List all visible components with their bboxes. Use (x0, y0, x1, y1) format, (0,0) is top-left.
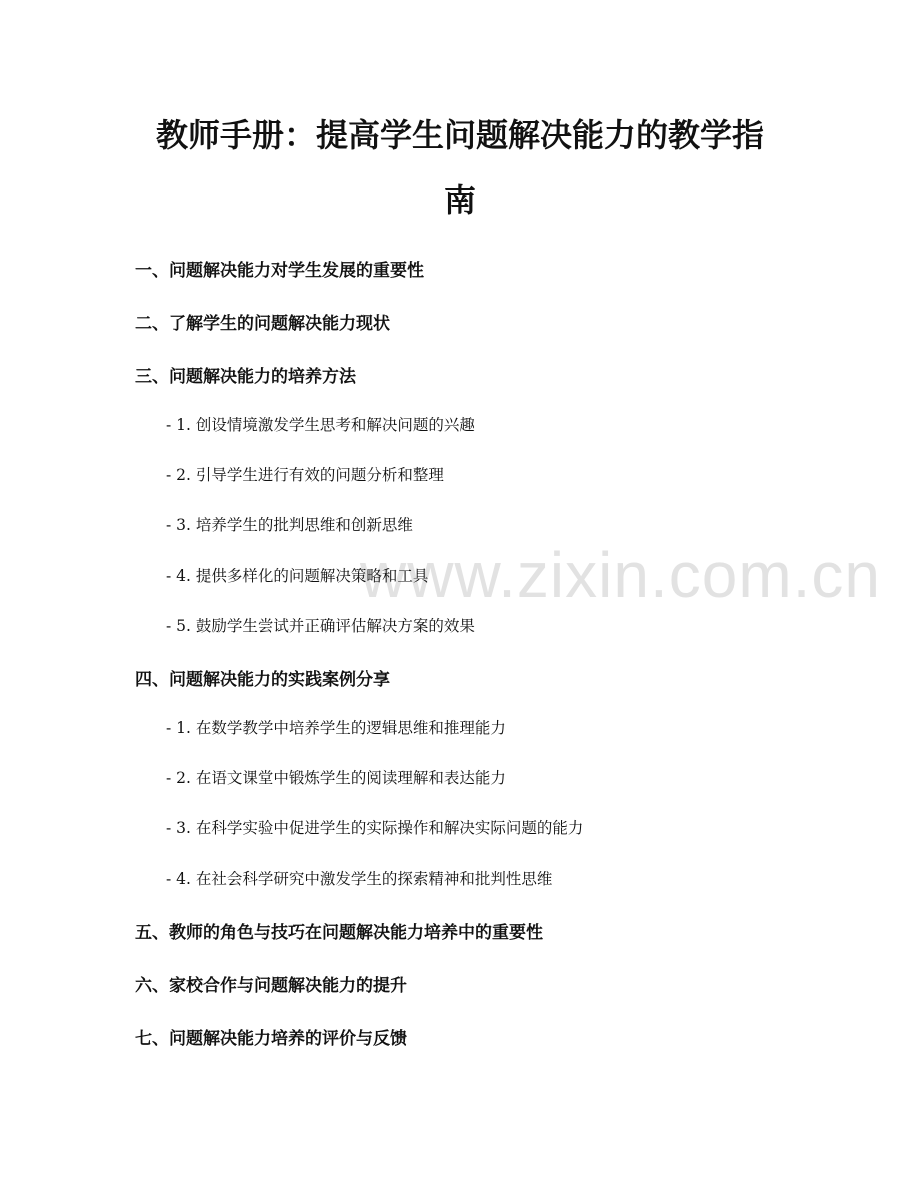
document-title-line-1: 教师手册：提高学生问题解决能力的教学指 (155, 116, 764, 154)
section-heading-3: 三、问题解决能力的培养方法 (135, 367, 356, 387)
watermark: www.zixin.com.cn (360, 539, 881, 611)
subitem-3-3: - 3. 培养学生的批判思维和创新思维 (166, 516, 413, 534)
subitem-3-2: - 2. 引导学生进行有效的问题分析和整理 (166, 466, 444, 484)
subitem-4-4: - 4. 在社会科学研究中激发学生的探索精神和批判性思维 (166, 870, 553, 888)
subitem-4-1: - 1. 在数学教学中培养学生的逻辑思维和推理能力 (166, 719, 506, 737)
subitem-3-4: - 4. 提供多样化的问题解决策略和工具 (166, 567, 429, 585)
subitem-3-1: - 1. 创设情境激发学生思考和解决问题的兴趣 (166, 416, 475, 434)
subitem-4-3: - 3. 在科学实验中促进学生的实际操作和解决实际问题的能力 (166, 819, 584, 837)
section-heading-5: 五、教师的角色与技巧在问题解决能力培养中的重要性 (135, 923, 543, 943)
document-title-line-2: 南 (443, 181, 476, 219)
section-heading-4: 四、问题解决能力的实践案例分享 (135, 670, 390, 690)
section-heading-1: 一、问题解决能力对学生发展的重要性 (135, 261, 424, 281)
subitem-4-2: - 2. 在语文课堂中锻炼学生的阅读理解和表达能力 (166, 769, 506, 787)
section-heading-7: 七、问题解决能力培养的评价与反馈 (135, 1029, 407, 1049)
section-heading-6: 六、家校合作与问题解决能力的提升 (135, 976, 407, 996)
section-heading-2: 二、了解学生的问题解决能力现状 (135, 314, 390, 334)
subitem-3-5: - 5. 鼓励学生尝试并正确评估解决方案的效果 (166, 617, 475, 635)
